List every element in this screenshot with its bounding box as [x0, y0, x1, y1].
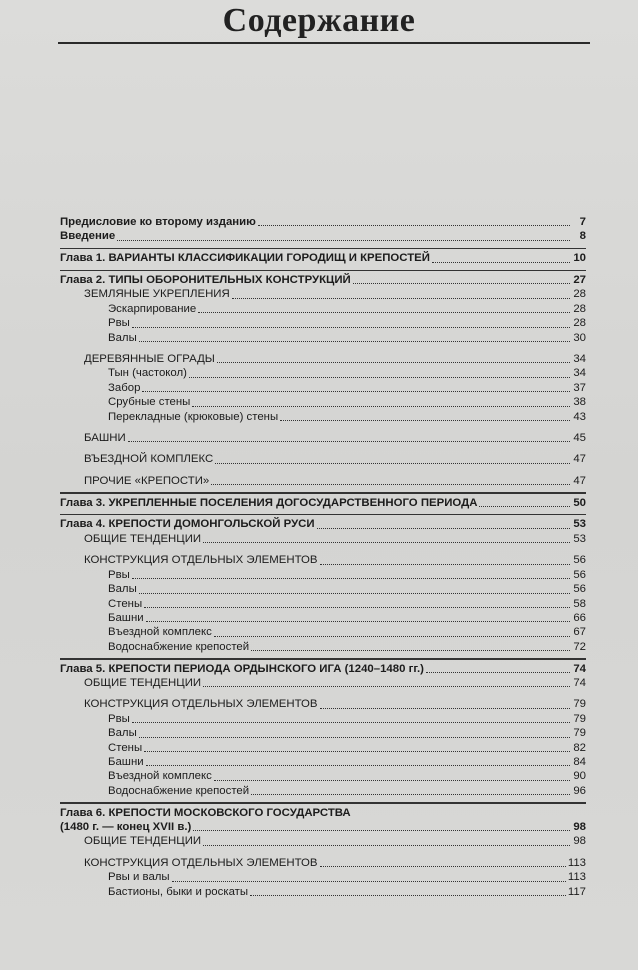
toc-subsection: [60, 784, 586, 798]
toc-entry: [60, 215, 586, 229]
dot-leader: [146, 755, 570, 766]
dot-leader: [432, 252, 570, 263]
entry-page: 38: [573, 396, 586, 409]
dot-leader: [172, 871, 566, 882]
dot-leader: [198, 302, 570, 313]
entry-page: 53: [573, 532, 586, 545]
dot-leader: [139, 583, 570, 594]
entry-title: Глава 4. КРЕПОСТИ ДОМОНГОЛЬСКОЙ РУСИ: [60, 518, 315, 531]
entry-title: (1480 г. — конец XVII в.): [60, 820, 192, 833]
entry-title: КОНСТРУКЦИЯ ОТДЕЛЬНЫХ ЭЛЕМЕНТОВ: [84, 554, 318, 567]
entry-title: ОБЩИЕ ТЕНДЕНЦИИ: [84, 532, 202, 545]
entry-page: 58: [573, 597, 586, 610]
entry-title: ОБЩИЕ ТЕНДЕНЦИИ: [84, 676, 202, 689]
entry-title: Водоснабжение крепостей: [108, 640, 250, 653]
toc-chapter: [60, 496, 586, 510]
entry-title: КОНСТРУКЦИЯ ОТДЕЛЬНЫХ ЭЛЕМЕНТОВ: [84, 698, 318, 711]
dot-leader: [132, 712, 570, 723]
toc-section: [60, 834, 586, 848]
entry-page: 53: [573, 518, 586, 531]
dot-leader: [139, 331, 570, 342]
entry-page: 79: [573, 698, 586, 711]
entry-page: 7: [579, 216, 586, 228]
entry-page: 79: [573, 727, 586, 740]
entry-title: Бастионы, быки и роскаты: [108, 885, 249, 898]
toc-section: [60, 856, 586, 870]
entry-title: Рвы: [108, 712, 130, 725]
toc-subsection: [60, 712, 586, 726]
dot-leader: [146, 611, 570, 622]
dot-leader: [232, 288, 570, 299]
dot-leader: [139, 727, 570, 738]
entry-page: 72: [573, 640, 586, 653]
dot-leader: [211, 474, 570, 485]
toc-subsection: [60, 410, 586, 424]
toc-section: [60, 697, 586, 711]
entry-title: Въездной комплекс: [108, 626, 212, 639]
toc-section: [60, 532, 586, 546]
dot-leader: [214, 626, 570, 637]
toc-subsection: [60, 316, 586, 330]
dot-leader: [251, 784, 570, 795]
dot-leader: [258, 215, 570, 226]
toc-chapter: [60, 251, 586, 265]
dot-leader: [320, 856, 566, 867]
entry-title: Глава 1. ВАРИАНТЫ КЛАССИФИКАЦИИ ГОРОДИЩ И КРЕПОСТЕЙ: [60, 252, 430, 265]
dot-leader: [250, 885, 566, 896]
toc-subsection: [60, 381, 586, 395]
entry-title: Срубные стены: [108, 396, 191, 409]
toc-section: [60, 452, 586, 466]
dot-leader: [192, 396, 570, 407]
entry-title: Забор: [108, 381, 141, 394]
entry-title: ВЪЕЗДНОЙ КОМПЛЕКС: [84, 453, 214, 466]
entry-title: Предисловие ко второму изданию: [60, 216, 256, 228]
entry-page: 82: [573, 741, 586, 754]
entry-page: 56: [573, 583, 586, 596]
entry-title: Рвы: [108, 317, 130, 330]
toc-subsection: [60, 755, 586, 769]
dot-leader: [320, 698, 571, 709]
dot-leader: [214, 770, 570, 781]
dot-leader: [203, 676, 570, 687]
entry-page: 28: [573, 302, 586, 315]
dot-leader: [479, 496, 570, 507]
entry-page: 74: [573, 662, 586, 675]
entry-page: 27: [573, 274, 586, 286]
entry-page: 50: [573, 496, 586, 509]
toc-entry: [60, 229, 586, 243]
toc-subsection: [60, 597, 586, 611]
entry-title: Валы: [108, 727, 137, 740]
dot-leader: [251, 640, 570, 651]
toc-chapter: [60, 820, 586, 834]
dot-leader: [217, 352, 570, 363]
entry-page: 90: [573, 770, 586, 783]
entry-page: 8: [579, 230, 586, 243]
entry-title: Башни: [108, 611, 144, 624]
entry-page: 74: [573, 676, 586, 689]
toc-section: [60, 352, 586, 366]
entry-title: КОНСТРУКЦИЯ ОТДЕЛЬНЫХ ЭЛЕМЕНТОВ: [84, 856, 318, 869]
dot-leader: [142, 381, 570, 392]
entry-title: Введение: [60, 230, 116, 243]
toc-section: [60, 474, 586, 488]
chapter-title-line: Глава 6. КРЕПОСТИ МОСКОВСКОГО ГОСУДАРСТВА: [60, 806, 351, 819]
toc-chapter: [60, 273, 586, 287]
entry-title: Валы: [108, 331, 137, 344]
entry-page: 34: [573, 353, 586, 366]
dot-leader: [215, 453, 570, 464]
entry-title: ПРОЧИЕ «КРЕПОСТИ»: [84, 474, 210, 487]
entry-title: Рвы: [108, 568, 130, 581]
toc-subsection: [60, 726, 586, 740]
toc-subsection: [60, 568, 586, 582]
toc-subsection: [60, 769, 586, 783]
toc-subsection: [60, 331, 586, 345]
entry-page: 98: [573, 835, 586, 848]
entry-page: 10: [573, 252, 586, 265]
table-of-contents: [60, 215, 586, 899]
toc-subsection: [60, 625, 586, 639]
entry-page: 28: [573, 288, 586, 301]
entry-page: 47: [573, 453, 586, 466]
entry-title: Водоснабжение крепостей: [108, 784, 250, 797]
toc-subsection: [60, 611, 586, 625]
toc-subsection: [60, 885, 586, 899]
chapter-divider: [60, 492, 586, 493]
chapter-divider: [60, 658, 586, 659]
entry-page: 45: [573, 432, 586, 445]
toc-subsection: [60, 741, 586, 755]
dot-leader: [203, 532, 570, 543]
toc-section: [60, 553, 586, 567]
chapter-divider: [60, 514, 586, 515]
entry-page: 30: [573, 331, 586, 344]
dot-leader: [144, 741, 570, 752]
toc-subsection: [60, 870, 586, 884]
dot-leader: [132, 317, 570, 328]
entry-title: БАШНИ: [84, 432, 126, 445]
entry-page: 79: [573, 712, 586, 725]
entry-page: 56: [573, 554, 586, 567]
toc-section: [60, 431, 586, 445]
dot-leader: [353, 273, 570, 284]
toc-subsection: [60, 582, 586, 596]
toc-section: [60, 287, 586, 301]
chapter-divider: [60, 270, 586, 271]
toc-section: [60, 676, 586, 690]
dot-leader: [317, 518, 570, 529]
toc-subsection: [60, 366, 586, 380]
page-title: Содержание: [222, 2, 416, 39]
entry-title: ДЕРЕВЯННЫЕ ОГРАДЫ: [84, 353, 215, 366]
entry-title: ЗЕМЛЯНЫЕ УКРЕПЛЕНИЯ: [84, 288, 230, 301]
toc-subsection: [60, 640, 586, 654]
dot-leader: [193, 820, 570, 831]
dot-leader: [189, 367, 570, 378]
chapter-divider: [60, 248, 586, 249]
dot-leader: [203, 835, 570, 846]
entry-title: ОБЩИЕ ТЕНДЕНЦИИ: [84, 835, 202, 848]
dot-leader: [117, 230, 570, 241]
entry-page: 66: [573, 611, 586, 624]
toc-chapter: [60, 662, 586, 676]
dot-leader: [320, 554, 571, 565]
dot-leader: [426, 662, 570, 673]
entry-title: Глава 2. ТИПЫ ОБОРОНИТЕЛЬНЫХ КОНСТРУКЦИЙ: [60, 274, 351, 286]
dot-leader: [128, 431, 570, 442]
toc-subsection: [60, 302, 586, 316]
entry-title: Рвы и валы: [108, 871, 170, 884]
entry-page: 96: [573, 784, 586, 797]
entry-title: Эскарпирование: [108, 302, 197, 315]
entry-page: 98: [573, 820, 586, 833]
entry-page: 56: [573, 568, 586, 581]
dot-leader: [280, 410, 570, 421]
toc-subsection: [60, 395, 586, 409]
entry-title: Башни: [108, 755, 144, 768]
entry-page: 34: [573, 367, 586, 380]
entry-page: 113: [567, 856, 586, 869]
entry-page: 37: [573, 381, 586, 394]
entry-page: 43: [573, 410, 586, 423]
chapter-divider: [60, 802, 586, 803]
entry-title: Стены: [108, 597, 143, 610]
entry-title: Перекладные (крюковые) стены: [108, 410, 279, 423]
toc-chapter: [60, 517, 586, 531]
entry-page: 67: [573, 626, 586, 639]
entry-title: Валы: [108, 583, 137, 596]
entry-title: Глава 3. УКРЕПЛЕННЫЕ ПОСЕЛЕНИЯ ДОГОСУДАРСТВЕННОГО ПЕРИОДА: [60, 496, 478, 509]
dot-leader: [132, 568, 570, 579]
entry-page: 113: [567, 871, 586, 884]
entry-page: 84: [573, 755, 586, 768]
entry-title: Стены: [108, 741, 143, 754]
dot-leader: [144, 597, 570, 608]
entry-title: Въездной комплекс: [108, 770, 212, 783]
entry-page: 47: [573, 474, 586, 487]
title-rule: [58, 42, 590, 44]
entry-page: 28: [573, 317, 586, 330]
entry-title: Тын (частокол): [108, 367, 187, 380]
entry-title: Глава 5. КРЕПОСТИ ПЕРИОДА ОРДЫНСКОГО ИГА (1240–1480 гг.): [60, 662, 424, 675]
entry-page: 117: [567, 885, 586, 898]
